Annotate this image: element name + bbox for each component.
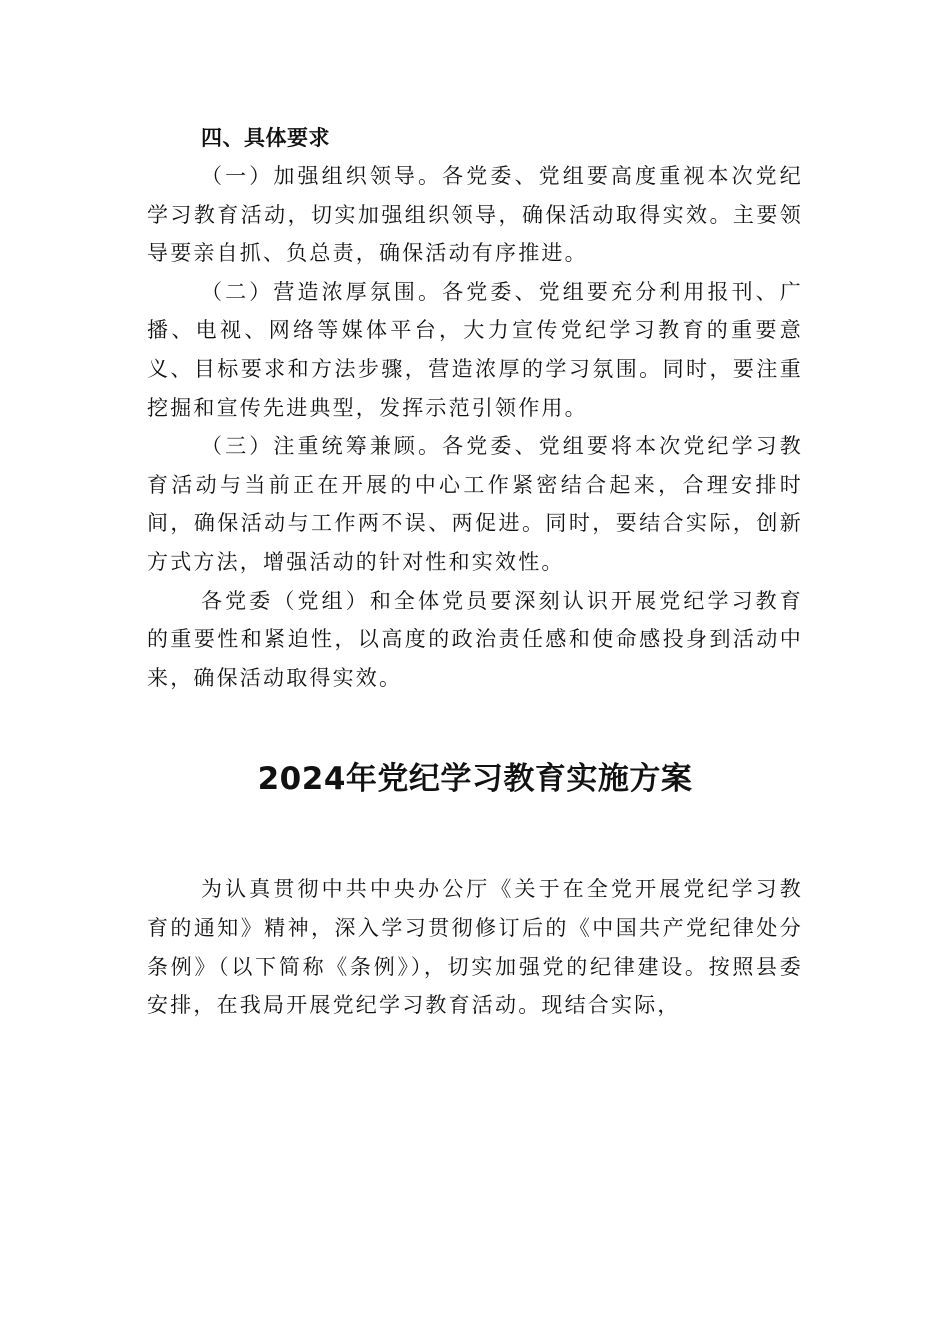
section-heading: 四、具体要求 [201, 126, 330, 150]
requirement-paragraph-2: （二）营造浓厚氛围。各党委、党组要充分利用报刊、广播、电视、网络等媒体平台，大力宣传党纪学习教育的重要意义、目标要求和方法步骤，营造浓厚的学习氛围。同时，要注重挖掘和宣传先进典型，发挥示范引领作用。 [147, 279, 803, 420]
intro-paragraph: 为认真贯彻中共中央办公厅《关于在全党开展党纪学习教育的通知》精神，深入学习贯彻修订后的《中国共产党纪律处分条例》（以下简称《条例》），切实加强党的纪律建设。按照县委安排，在我局开展党纪学习教育活动。现结合实际， [147, 877, 803, 1018]
page-content [147, 120, 803, 1025]
closing-paragraph: 各党委（党组）和全体党员要深刻认识开展党纪学习教育的重要性和紧迫性，以高度的政治责任感和使命感投身到活动中来，确保活动取得实效。 [147, 588, 803, 690]
requirement-paragraph-1: （一）加强组织领导。各党委、党组要高度重视本次党纪学习教育活动，切实加强组织领导，确保活动取得实效。主要领导要亲自抓、负总责，确保活动有序推进。 [147, 164, 803, 266]
document-title: 2024年党纪学习教育实施方案 [257, 761, 693, 798]
requirement-paragraph-3: （三）注重统筹兼顾。各党委、党组要将本次党纪学习教育活动与当前正在开展的中心工作紧密结合起来，合理安排时间，确保活动与工作两不误、两促进。同时，要结合实际，创新方式方法，增强活动的针对性和实效性。 [147, 434, 803, 574]
